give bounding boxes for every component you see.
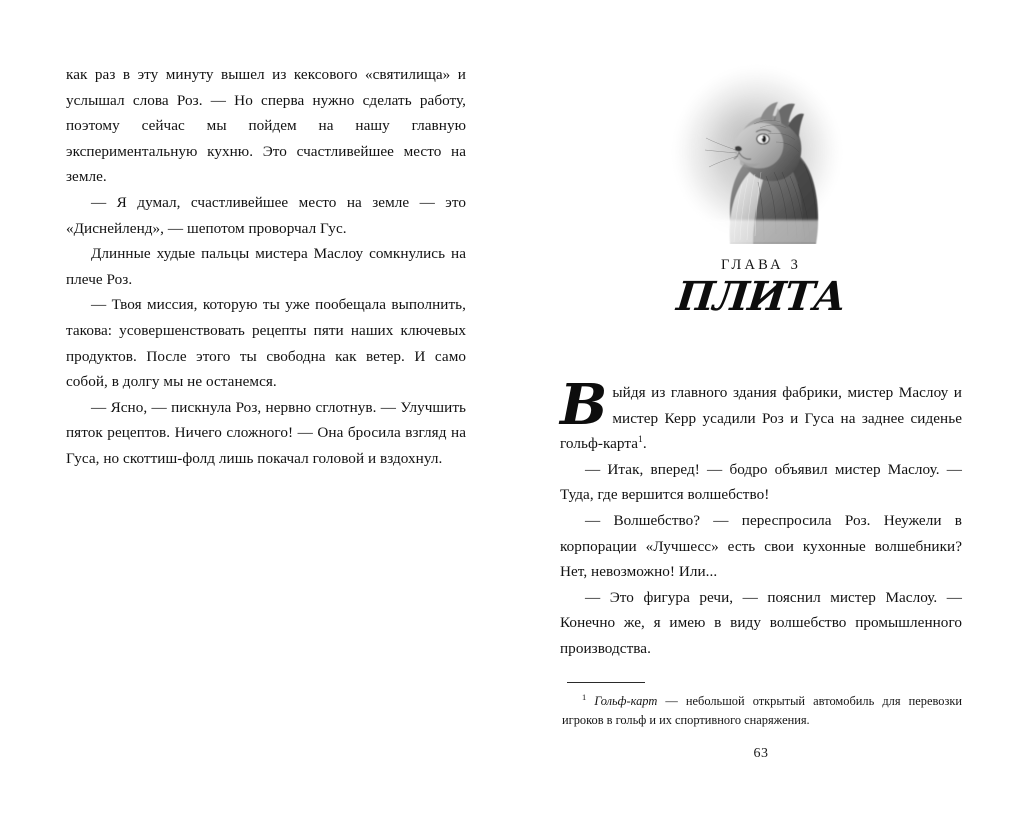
illustration-area [560,48,962,244]
chapter-number-label: ГЛАВА 3 [720,257,802,273]
right-page-body [560,371,962,662]
footnote-body: — небольшой открытый автомобиль для перевозки игроков в гольф и их спортивного снаряжения. [562,694,962,727]
right-page [560,48,962,788]
drop-cap: В [560,371,608,438]
footnote-separator-rule [567,682,645,683]
opening-paragraph [560,371,962,457]
opening-paragraph-text: ыйдя из главного здания фабрики, мистер Маслоу и мистер Керр усадили Роз и Гуса на заднее сиденье гольф-карта [560,383,962,453]
paragraph: — Волшебство? — переспросила Роз. Неужели в корпорации «Лучшесс» есть свои кухонные волшебники? Нет, невозможно! Или... [560,511,962,581]
paragraph: — Я думал, счастливейшее место на земле — это «Диснейленд», — шепотом проворчал Гус. [66,193,466,237]
paragraph: — Это фигура речи, — пояснил мистер Маслоу. — Конечно же, я имею в виду волшебство промышленного производства. [560,588,962,657]
footnote-reference-marker[interactable]: 1 [638,435,643,446]
chapter-heading [560,258,962,318]
paragraph: — Итак, вперед! — бодро объявил мистер Маслоу. — Туда, где вершится волшебство! [560,460,962,504]
opening-paragraph-tail: . [642,435,647,453]
footnote-marker: 1 [582,691,587,702]
footnote-block [562,682,962,730]
paragraph-continuation: как раз в эту минуту вышел из кексового «святилища» и услышал слова Роз. — Но сперва нужно сделать работу, поэтому сейчас мы пойдем на нашу главную экспериментальную кухню. Это счастливейшее место на земле. [66,66,466,186]
left-page-body [66,62,466,472]
footnote-text [562,692,962,730]
footnote-term: Гольф-карт [594,694,658,708]
paragraph: — Ясно, — пискнула Роз, нервно сглотнув. — Улучшить пяток рецептов. Ничего сложного! — Она бросила взгляд на Гуса, но скоттиш-фолд лишь покачал головой и вздохнул. [66,398,466,467]
paragraph: — Твоя миссия, которую ты уже пообещала выполнить, такова: усовершенствовать рецепты пяти наших ключевых продуктов. После этого ты свободна как ветер. И само собой, в долгу мы не останемся. [66,296,466,391]
paragraph: Длинные худые пальцы мистера Маслоу сомкнулись на плече Роз. [66,245,466,288]
chapter-title: ПЛИТА [674,272,848,320]
left-page [66,62,466,472]
cat-portrait-illustration [668,60,846,244]
page-number: 63 [753,746,769,761]
